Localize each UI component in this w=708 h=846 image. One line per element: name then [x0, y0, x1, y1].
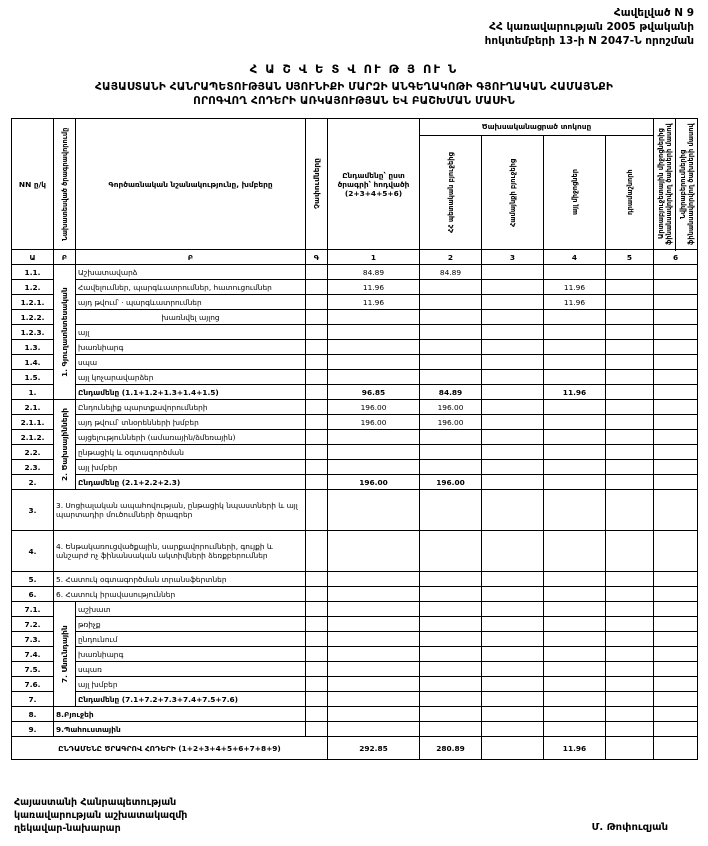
- row-c6: [654, 325, 698, 340]
- row-c2: 84.89: [420, 385, 482, 400]
- row-c4: [544, 677, 606, 692]
- row-c4: [544, 430, 606, 445]
- row-c4: [544, 265, 606, 280]
- row-c3: [482, 400, 544, 415]
- row-c4: [544, 355, 606, 370]
- row-c2: [420, 602, 482, 617]
- row-desc: այդ թվում՝ · պարգևատրումներ: [76, 295, 306, 310]
- colnum-2: 2: [420, 250, 482, 265]
- th-extrabudget: Արտաբյուջետային միջոցներից ֆինանսավորվող ծախսերի մասով: [654, 119, 676, 250]
- colnum-a: Ա: [12, 250, 54, 265]
- row-c5: [606, 662, 654, 677]
- row-desc: 8.Բյուջեի: [54, 707, 306, 722]
- row-measure: [306, 587, 328, 602]
- colnum-g: Գ: [306, 250, 328, 265]
- row-c3: [482, 647, 544, 662]
- side-group-3: 7. Սնունդային: [54, 602, 76, 707]
- row-desc: Ընդամենը (1.1+1.2+1.3+1.4+1.5): [76, 385, 306, 400]
- row-c5: [606, 460, 654, 475]
- row-measure: [306, 265, 328, 280]
- row-measure: [306, 280, 328, 295]
- row-c2: [420, 340, 482, 355]
- row-c6: [654, 692, 698, 707]
- row-c4: [544, 370, 606, 385]
- row-c3: [482, 617, 544, 632]
- row-c3: [482, 572, 544, 587]
- row-c6: [654, 430, 698, 445]
- row-measure: [306, 430, 328, 445]
- row-c4: [544, 531, 606, 572]
- row-total: [328, 531, 420, 572]
- row-nn: 7.6.: [12, 677, 54, 692]
- row-c2: [420, 617, 482, 632]
- row-nn: 7.5.: [12, 662, 54, 677]
- row-c2: [420, 531, 482, 572]
- row-c3: [482, 632, 544, 647]
- grand-total-c4: 11.96: [544, 737, 606, 760]
- row-measure: [306, 400, 328, 415]
- row-c5: [606, 430, 654, 445]
- row-c6: [654, 385, 698, 400]
- row-c3: [482, 265, 544, 280]
- subtitle-line-2: ՈՐՈԳՎՈՂ ՀՈԴԵՐԻ ԱՌԿԱՅՈՒԹՅԱՆ ԵՎ ԲԱՇԽՄԱՆ ՄԱՍԻՆ: [193, 95, 515, 107]
- row-total: 196.00: [328, 475, 420, 490]
- row-c4: 11.96: [544, 295, 606, 310]
- row-total: 196.00: [328, 415, 420, 430]
- document-header: [485, 6, 694, 48]
- row-measure: [306, 490, 328, 531]
- row-nn: 1.5.: [12, 370, 54, 385]
- grand-total-value: 292.85: [328, 737, 420, 760]
- row-c3: [482, 722, 544, 737]
- row-nn: 7.: [12, 692, 54, 707]
- row-c6: [654, 490, 698, 531]
- row-total: 196.00: [328, 400, 420, 415]
- row-desc: այցելությունների (ամառային/ձմեռային): [76, 430, 306, 445]
- row-desc: 3. Սոցիալական ապահովության, ընթացիկ նպաստների և այլ պարտադիր մուծումների ծրագրեր: [54, 490, 306, 531]
- row-measure: [306, 722, 328, 737]
- row-total: [328, 460, 420, 475]
- row-c3: [482, 490, 544, 531]
- row-c5: [606, 340, 654, 355]
- row-c3: [482, 340, 544, 355]
- row-desc: այլ խմբեր: [76, 460, 306, 475]
- row-total: 11.96: [328, 295, 420, 310]
- row-measure: [306, 662, 328, 677]
- row-nn: 4.: [12, 531, 54, 572]
- row-c2: [420, 430, 482, 445]
- row-measure: [306, 572, 328, 587]
- row-total: [328, 692, 420, 707]
- row-c3: [482, 662, 544, 677]
- row-c5: [606, 531, 654, 572]
- row-c2: [420, 280, 482, 295]
- row-c4: [544, 400, 606, 415]
- row-c6: [654, 445, 698, 460]
- row-total: [328, 310, 420, 325]
- row-total: [328, 677, 420, 692]
- row-measure: [306, 647, 328, 662]
- grand-total-c6: [654, 737, 698, 760]
- row-nn: 1.2.: [12, 280, 54, 295]
- th-other-means: այլ միջոցներ: [544, 135, 606, 249]
- row-c3: [482, 325, 544, 340]
- footer-line-2: կառավարության աշխատակազմի: [14, 810, 188, 821]
- row-c6: [654, 295, 698, 310]
- row-c4: [544, 662, 606, 677]
- grand-total-c3: [482, 737, 544, 760]
- row-c5: [606, 602, 654, 617]
- row-c6: [654, 722, 698, 737]
- row-total: 84.89: [328, 265, 420, 280]
- row-c5: [606, 400, 654, 415]
- row-c4: [544, 632, 606, 647]
- grand-total-c5: [606, 737, 654, 760]
- row-nn: 7.3.: [12, 632, 54, 647]
- row-c5: [606, 722, 654, 737]
- row-measure: [306, 475, 328, 490]
- row-c6: [654, 662, 698, 677]
- th-group: Ծախսականացրած տոկոսը: [420, 119, 654, 136]
- row-c3: [482, 475, 544, 490]
- row-c2: [420, 647, 482, 662]
- row-c2: [420, 572, 482, 587]
- row-desc: Ընդամենը (7.1+7.2+7.3+7.4+7.5+7.6): [76, 692, 306, 707]
- row-c3: [482, 707, 544, 722]
- row-measure: [306, 355, 328, 370]
- row-c4: [544, 602, 606, 617]
- row-nn: 1.4.: [12, 355, 54, 370]
- row-c2: [420, 587, 482, 602]
- row-desc: թռիչք: [76, 617, 306, 632]
- row-c4: 11.96: [544, 385, 606, 400]
- row-c3: [482, 355, 544, 370]
- row-c5: [606, 707, 654, 722]
- side-group-2: 2. Ծախսայինների: [54, 400, 76, 490]
- row-c3: [482, 602, 544, 617]
- row-nn: 7.2.: [12, 617, 54, 632]
- row-c3: [482, 430, 544, 445]
- row-total: [328, 430, 420, 445]
- row-desc: աշխատ: [76, 602, 306, 617]
- row-c5: [606, 445, 654, 460]
- row-total: [328, 587, 420, 602]
- row-c2: [420, 460, 482, 475]
- row-c2: [420, 707, 482, 722]
- row-total: [328, 602, 420, 617]
- colnum-4: 4: [544, 250, 606, 265]
- row-c4: 11.96: [544, 280, 606, 295]
- row-total: [328, 370, 420, 385]
- page-title: Հ Ա Շ Վ Ե Տ Վ ՈՒ Թ Յ ՈՒ Ն: [249, 62, 459, 76]
- row-c3: [482, 295, 544, 310]
- row-c3: [482, 460, 544, 475]
- row-c5: [606, 415, 654, 430]
- row-c5: [606, 325, 654, 340]
- row-c5: [606, 385, 654, 400]
- row-nn: 7.4.: [12, 647, 54, 662]
- row-desc: 5. Հատուկ օգտագործման տրանսֆերտներ: [54, 572, 306, 587]
- row-nn: 3.: [12, 490, 54, 531]
- row-desc: Ընդունելիք պարտքավորումների: [76, 400, 306, 415]
- th-total: Ընդամենը՝ ըստ ծրագրի՝ հոդվածի (2+3+4+5+6): [328, 119, 420, 250]
- row-c3: [482, 280, 544, 295]
- row-c6: [654, 415, 698, 430]
- row-measure: [306, 677, 328, 692]
- row-c4: [544, 475, 606, 490]
- row-c2: [420, 692, 482, 707]
- row-c4: [544, 310, 606, 325]
- row-desc: այլ խմբեր: [76, 677, 306, 692]
- row-measure: [306, 370, 328, 385]
- row-nn: 5.: [12, 572, 54, 587]
- row-c2: [420, 677, 482, 692]
- row-total: [328, 617, 420, 632]
- row-nn: 1.2.2.: [12, 310, 54, 325]
- row-nn: 6.: [12, 587, 54, 602]
- th-nn: NN ը/կ: [12, 119, 54, 250]
- row-nn: 1.: [12, 385, 54, 400]
- row-c6: [654, 460, 698, 475]
- row-measure: [306, 415, 328, 430]
- row-nn: 1.2.1.: [12, 295, 54, 310]
- th-measure: Չափումները: [306, 119, 328, 250]
- row-c2: [420, 662, 482, 677]
- row-c2: 196.00: [420, 400, 482, 415]
- row-c5: [606, 647, 654, 662]
- row-desc: խառնվել այլոց: [76, 310, 306, 325]
- row-total: [328, 572, 420, 587]
- row-nn: 7.1.: [12, 602, 54, 617]
- row-total: [328, 445, 420, 460]
- row-nn: 2.2.: [12, 445, 54, 460]
- row-c5: [606, 475, 654, 490]
- row-desc: Աշխատավարձ: [76, 265, 306, 280]
- row-nn: 2.1.2.: [12, 430, 54, 445]
- row-c5: [606, 370, 654, 385]
- row-c2: [420, 632, 482, 647]
- row-c2: [420, 445, 482, 460]
- header-line-2: ՀՀ կառավարության 2005 թվականի: [489, 21, 694, 33]
- row-measure: [306, 632, 328, 647]
- row-desc: 6. Հատուկ իրավասություններ: [54, 587, 306, 602]
- row-c2: [420, 370, 482, 385]
- row-total: [328, 340, 420, 355]
- row-c3: [482, 370, 544, 385]
- row-nn: 1.1.: [12, 265, 54, 280]
- th-grants: դրամաշնորհ: [606, 135, 654, 249]
- row-c6: [654, 677, 698, 692]
- header-line-1: Հավելված N 9: [613, 7, 694, 19]
- row-nn: 9.: [12, 722, 54, 737]
- row-c5: [606, 632, 654, 647]
- row-measure: [306, 295, 328, 310]
- row-c4: [544, 707, 606, 722]
- row-c4: [544, 722, 606, 737]
- row-total: 96.85: [328, 385, 420, 400]
- row-desc: այլ կոչարավարձեր: [76, 370, 306, 385]
- row-measure: [306, 460, 328, 475]
- row-c5: [606, 355, 654, 370]
- row-measure: [306, 707, 328, 722]
- row-c5: [606, 280, 654, 295]
- row-c5: [606, 617, 654, 632]
- row-total: [328, 662, 420, 677]
- colnum-1: 1: [328, 250, 420, 265]
- row-desc: ընդունում: [76, 632, 306, 647]
- row-c3: [482, 531, 544, 572]
- row-measure: [306, 340, 328, 355]
- row-c6: [654, 572, 698, 587]
- row-desc: ընթացիկ և օգտագործման: [76, 445, 306, 460]
- row-c3: [482, 445, 544, 460]
- row-c4: [544, 617, 606, 632]
- row-c2: 84.89: [420, 265, 482, 280]
- report-table: [11, 118, 698, 760]
- row-c4: [544, 340, 606, 355]
- colnum-5: 5: [606, 250, 654, 265]
- th-state-budget: ՀՀ պետական բյուջեից: [420, 135, 482, 249]
- row-c3: [482, 692, 544, 707]
- colnum-3: 3: [482, 250, 544, 265]
- th-donations: Նվիրաբերումներից ֆինանսավորվող ծախսերի մասով: [676, 119, 698, 250]
- row-c5: [606, 295, 654, 310]
- row-total: [328, 632, 420, 647]
- row-nn: 2.: [12, 475, 54, 490]
- row-nn: 8.: [12, 707, 54, 722]
- row-c5: [606, 265, 654, 280]
- row-total: [328, 722, 420, 737]
- row-c2: [420, 490, 482, 531]
- row-desc: Ընդամենը (2.1+2.2+2.3): [76, 475, 306, 490]
- row-desc: 9.Պահուստային: [54, 722, 306, 737]
- row-desc: սպառ: [76, 662, 306, 677]
- signature-block: [14, 796, 187, 835]
- subtitle-line-1: ՀԱՅԱՍՏԱՆԻ ՀԱՆՐԱՊԵՏՈՒԹՅԱՆ ՍՅՈՒՆԻՔԻ ՄԱՐԶԻ ԱՆԳԵՂԱԿՈԹԻ ԳՅՈՒՂԱԿԱՆ ՀԱՄԱՅՆՔԻ: [94, 81, 614, 93]
- row-nn: 2.3.: [12, 460, 54, 475]
- row-desc: 4. Ենթակառուցվածքային, սարքավորումների, գույքի և անշարժ ոչ ֆինանսական ակտիվների ձեռքբերումներ: [54, 531, 306, 572]
- row-c3: [482, 587, 544, 602]
- row-c4: [544, 460, 606, 475]
- row-measure: [306, 617, 328, 632]
- row-measure: [306, 445, 328, 460]
- row-desc: խառնիարգ: [76, 340, 306, 355]
- row-nn: 2.1.: [12, 400, 54, 415]
- row-c5: [606, 677, 654, 692]
- row-c2: [420, 310, 482, 325]
- header-line-3: հոկտեմբերի 13-ի N 2047-Ն որոշման: [484, 35, 694, 47]
- row-c6: [654, 280, 698, 295]
- row-measure: [306, 325, 328, 340]
- row-c4: [544, 415, 606, 430]
- row-measure: [306, 692, 328, 707]
- row-desc: այլ: [76, 325, 306, 340]
- row-c2: [420, 295, 482, 310]
- row-c2: [420, 722, 482, 737]
- row-c3: [482, 310, 544, 325]
- row-c3: [482, 385, 544, 400]
- row-c5: [606, 587, 654, 602]
- row-c6: [654, 475, 698, 490]
- row-nn: 1.3.: [12, 340, 54, 355]
- row-measure: [306, 310, 328, 325]
- grand-total-label: ԸՆԴԱՄԵՆԸ ԾՐԱԳՐՈՎ ՀՈԴԵՐԻ (1+2+3+4+5+6+7+8+9): [12, 737, 328, 760]
- row-c3: [482, 415, 544, 430]
- row-c6: [654, 265, 698, 280]
- row-desc: սպա: [76, 355, 306, 370]
- footer-line-3: ղեկավար-նախարար: [14, 823, 121, 834]
- row-c6: [654, 310, 698, 325]
- row-total: [328, 490, 420, 531]
- row-c6: [654, 587, 698, 602]
- row-desc: Հավելումներ, պարգևատրումներ, հատուցումներ: [76, 280, 306, 295]
- row-c2: [420, 355, 482, 370]
- row-c4: [544, 490, 606, 531]
- row-c4: [544, 325, 606, 340]
- row-c6: [654, 617, 698, 632]
- row-desc: խառնիարգ: [76, 647, 306, 662]
- grand-total-c2: 280.89: [420, 737, 482, 760]
- row-desc: այդ թվում՝ տնօրենների խմբեր: [76, 415, 306, 430]
- colnum-b2: Բ: [76, 250, 306, 265]
- row-c4: [544, 587, 606, 602]
- side-group-1: 1. Գյուղատնտեսական: [54, 265, 76, 400]
- row-c6: [654, 355, 698, 370]
- row-c6: [654, 602, 698, 617]
- row-total: 11.96: [328, 280, 420, 295]
- row-c5: [606, 692, 654, 707]
- row-nn: 1.2.3.: [12, 325, 54, 340]
- row-total: [328, 325, 420, 340]
- page-subtitle: [18, 80, 690, 108]
- row-measure: [306, 531, 328, 572]
- th-description: Գործառնական նշանակությունը, խմբերը: [76, 119, 306, 250]
- row-c2: 196.00: [420, 415, 482, 430]
- row-total: [328, 355, 420, 370]
- row-c2: 196.00: [420, 475, 482, 490]
- row-c3: [482, 677, 544, 692]
- row-c4: [544, 647, 606, 662]
- row-c2: [420, 325, 482, 340]
- row-nn: 2.1.1.: [12, 415, 54, 430]
- row-c5: [606, 490, 654, 531]
- colnum-b: Բ: [54, 250, 76, 265]
- row-c4: [544, 445, 606, 460]
- row-total: [328, 647, 420, 662]
- row-c6: [654, 370, 698, 385]
- row-total: [328, 707, 420, 722]
- row-c6: [654, 400, 698, 415]
- th-program: Նախատեսված ծրագրավորումը: [54, 119, 76, 250]
- row-c6: [654, 632, 698, 647]
- row-c6: [654, 647, 698, 662]
- th-community-budget: Համայնքի բյուջեից: [482, 135, 544, 249]
- row-c4: [544, 572, 606, 587]
- row-c5: [606, 310, 654, 325]
- row-c5: [606, 572, 654, 587]
- row-c6: [654, 340, 698, 355]
- footer-line-1: Հայաստանի Հանրապետության: [14, 797, 177, 808]
- row-measure: [306, 385, 328, 400]
- colnum-6: 6: [654, 250, 698, 265]
- row-measure: [306, 602, 328, 617]
- row-c6: [654, 531, 698, 572]
- row-c6: [654, 707, 698, 722]
- signer-name: Մ. Թոփուզյան: [591, 822, 668, 833]
- row-c4: [544, 692, 606, 707]
